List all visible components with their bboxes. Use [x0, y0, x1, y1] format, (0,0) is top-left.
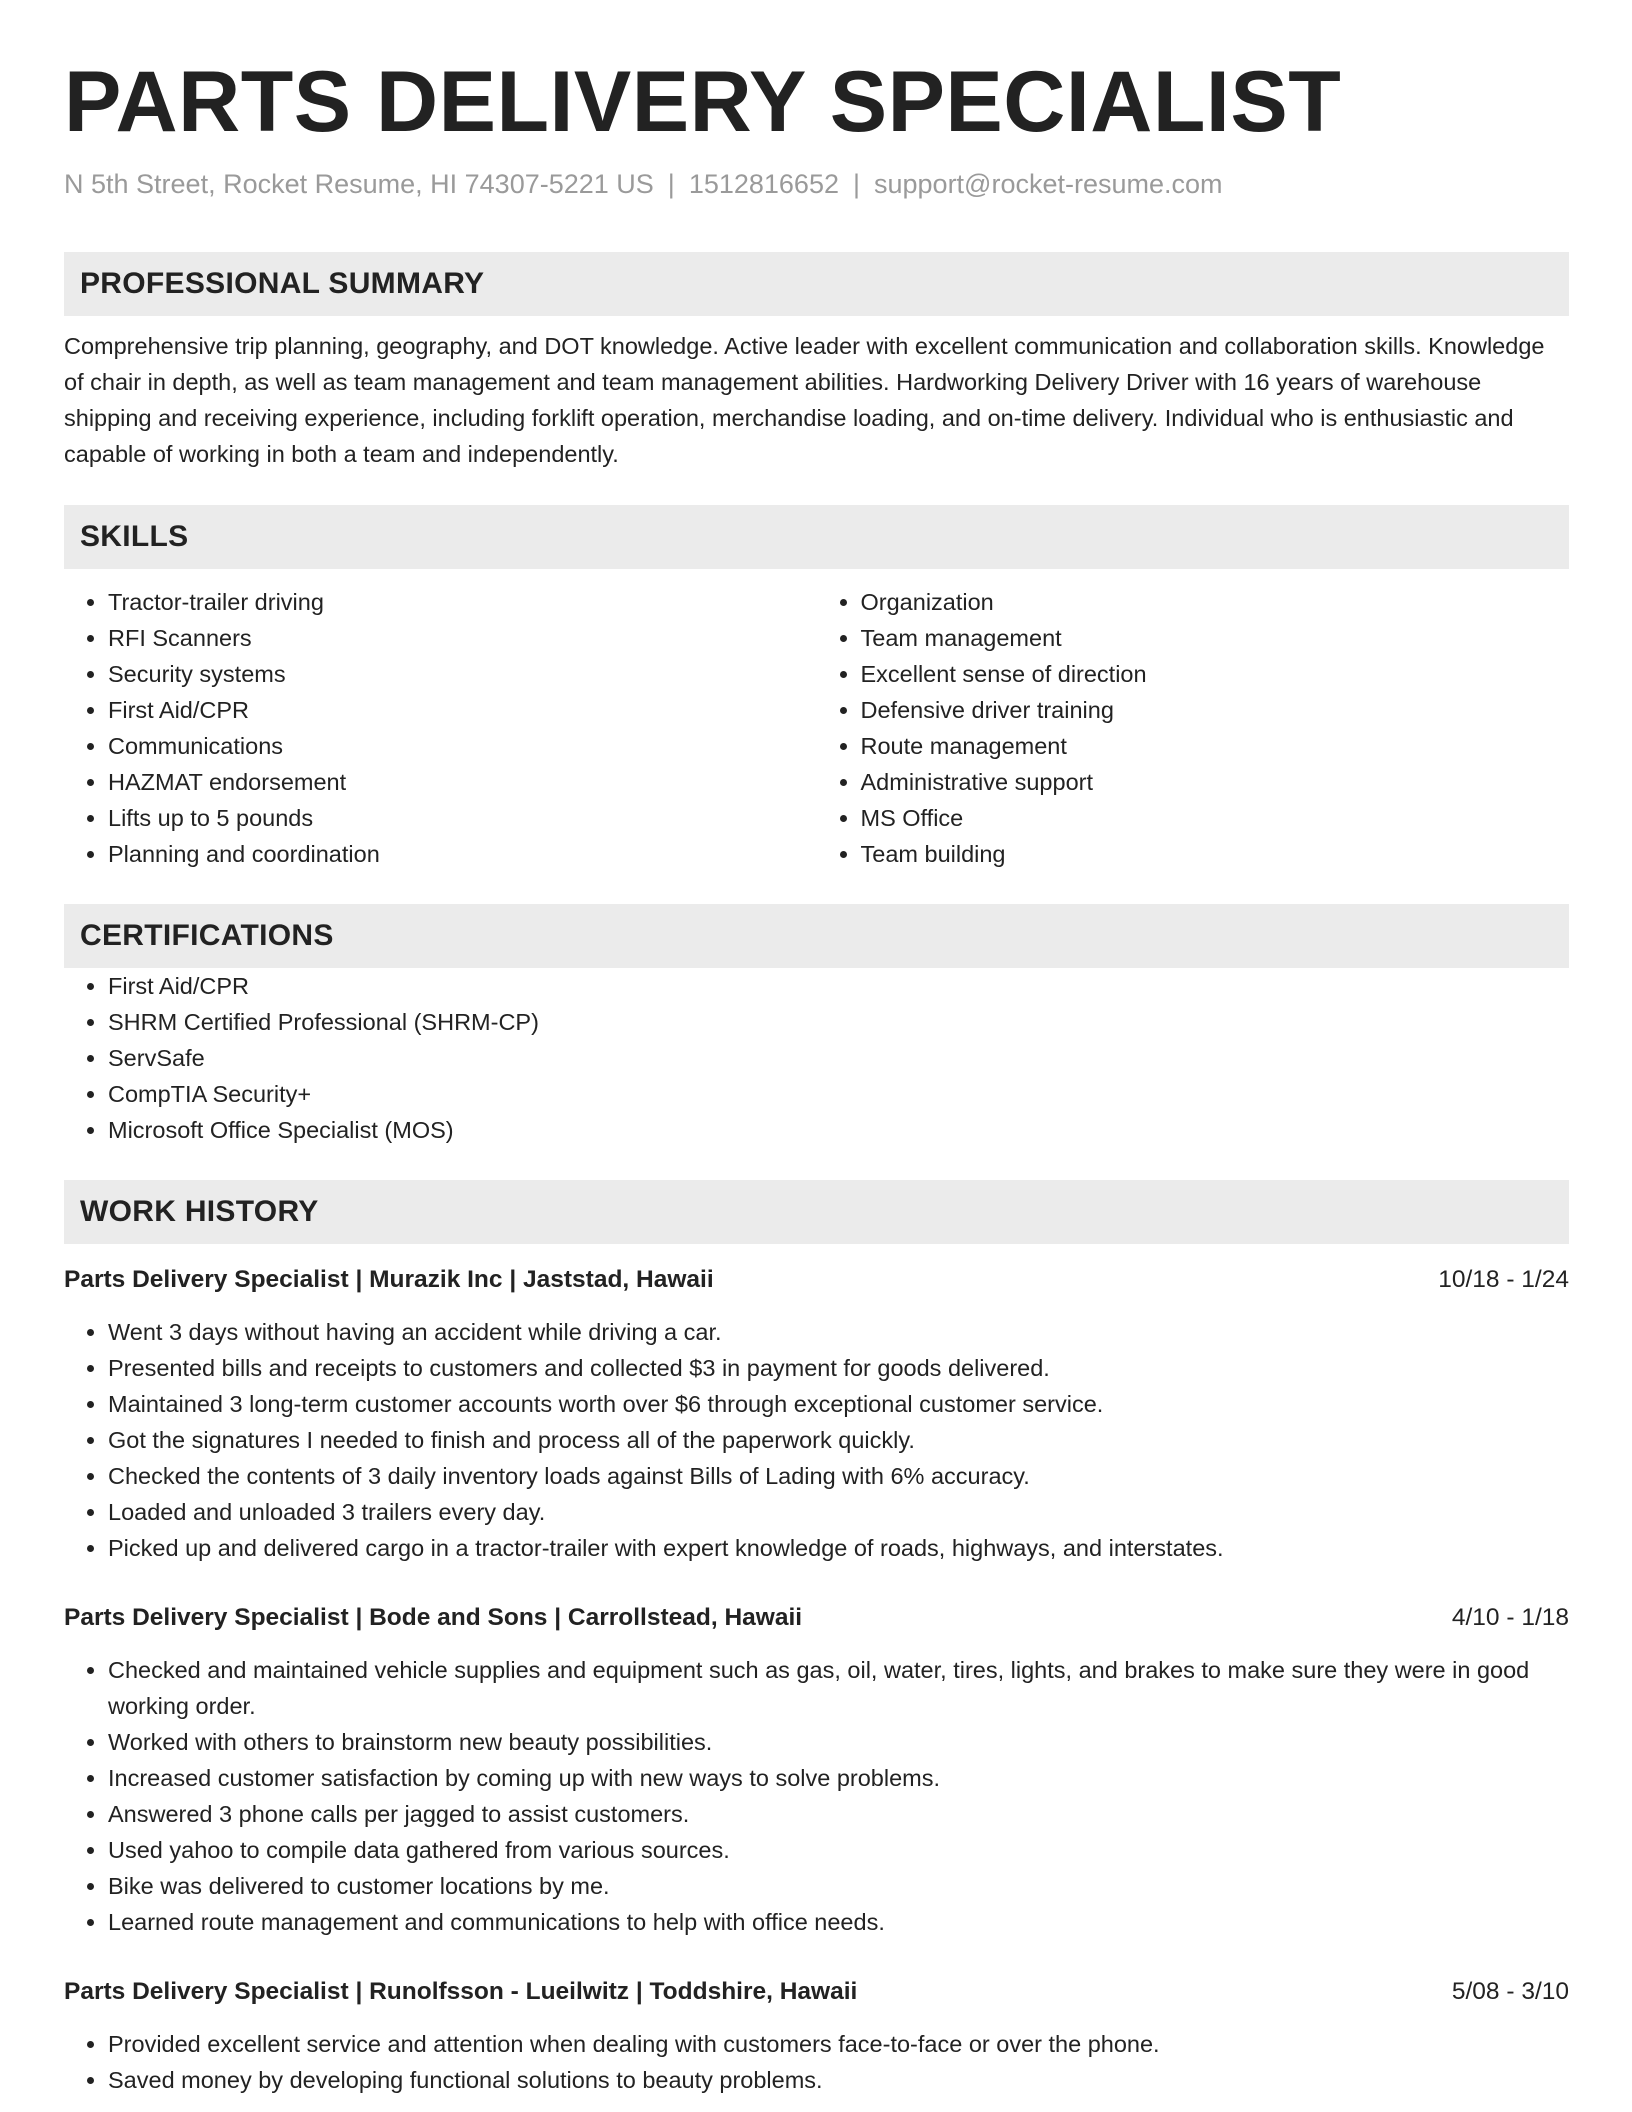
certifications-list — [64, 968, 1569, 1148]
skill-item: • Team building — [861, 836, 1570, 872]
job-bullets — [64, 1652, 1569, 1940]
section-header-summary: PROFESSIONAL SUMMARY — [64, 252, 1569, 316]
contact-phone: 1512816652 — [688, 169, 839, 199]
skill-item: • Security systems — [108, 656, 817, 692]
job-bullet: • Increased customer satisfaction by coming up with new ways to solve problems. — [108, 1760, 1569, 1796]
certification-item: • ServSafe — [108, 1040, 1569, 1076]
job-bullet: • Checked the contents of 3 daily inventory loads against Bills of Lading with 6% accuracy. — [108, 1458, 1569, 1494]
skills-columns — [64, 584, 1569, 872]
job-bullet: • Got the signatures I needed to finish and process all of the paperwork quickly. — [108, 1422, 1569, 1458]
contact-separator: | — [852, 169, 860, 199]
skill-item: • Route management — [861, 728, 1570, 764]
job-header — [64, 1974, 1569, 2010]
job-bullet: • Bike was delivered to customer locations by me. — [108, 1868, 1569, 1904]
skill-item: • MS Office — [861, 800, 1570, 836]
job-dates: 10/18 - 1/24 — [1438, 1266, 1569, 1293]
skill-item: • Tractor-trailer driving — [108, 584, 817, 620]
skill-item: • Planning and coordination — [108, 836, 817, 872]
skills-right-list — [817, 584, 1570, 872]
skill-item: • Lifts up to 5 pounds — [108, 800, 817, 836]
section-header-work-history: WORK HISTORY — [64, 1180, 1569, 1244]
skill-item: • Defensive driver training — [861, 692, 1570, 728]
section-header-skills: SKILLS — [64, 505, 1569, 569]
job-dates: 4/10 - 1/18 — [1451, 1604, 1569, 1631]
summary-text: Comprehensive trip planning, geography, and DOT knowledge. Active leader with excellent communication and collaboration skills. Knowledge of chair in depth, as well as team management and team management abilities. Hardworking Delivery Driver with 16 years of warehouse shipping and receiving experience, including forklift operation, merchandise loading, and on-time delivery. Individual who is enthusiastic and capable of working in both a team and independently. — [64, 333, 1545, 467]
job-bullet: • Provided excellent service and attention when dealing with customers face-to-face or over the phone. — [108, 2026, 1569, 2062]
job-bullet: • Presented bills and receipts to customers and collected $3 in payment for goods delivered. — [108, 1350, 1569, 1386]
skill-item: • HAZMAT endorsement — [108, 764, 817, 800]
job-bullet: • Loaded and unloaded 3 trailers every day. — [108, 1494, 1569, 1530]
skill-item: • Excellent sense of direction — [861, 656, 1570, 692]
job-bullet: • Picked up and delivered cargo in a tractor-trailer with expert knowledge of roads, highways, and interstates. — [108, 1530, 1569, 1566]
certification-item: • SHRM Certified Professional (SHRM-CP) — [108, 1004, 1569, 1040]
skill-item: • RFI Scanners — [108, 620, 817, 656]
contact-line — [64, 166, 1569, 202]
job-header — [64, 1600, 1569, 1636]
contact-email: support@rocket-resume.com — [874, 169, 1223, 199]
job-bullet: • Saved money by developing functional solutions to beauty problems. — [108, 2062, 1569, 2098]
contact-separator: | — [667, 169, 675, 199]
section-header-certifications: CERTIFICATIONS — [64, 904, 1569, 968]
skill-item: • Team management — [861, 620, 1570, 656]
skill-item: • Organization — [861, 584, 1570, 620]
job-bullet: • Checked and maintained vehicle supplies and equipment such as gas, oil, water, tires, lights, and brakes to make sure they were in good working order. — [108, 1652, 1569, 1724]
certification-item: • Microsoft Office Specialist (MOS) — [108, 1112, 1569, 1148]
job-bullet: • Went 3 days without having an accident while driving a car. — [108, 1314, 1569, 1350]
job-bullet: • Maintained 3 long-term customer accounts worth over $6 through exceptional customer service. — [108, 1386, 1569, 1422]
job-entry — [64, 1974, 1569, 2098]
certification-item: • First Aid/CPR — [108, 968, 1569, 1004]
certification-item: • CompTIA Security+ — [108, 1076, 1569, 1112]
resume-name: PARTS DELIVERY SPECIALIST — [64, 54, 1342, 150]
job-bullets — [64, 1314, 1569, 1566]
skills-left-list — [64, 584, 817, 872]
job-bullet: • Used yahoo to compile data gathered from various sources. — [108, 1832, 1569, 1868]
job-bullet: • Worked with others to brainstorm new beauty possibilities. — [108, 1724, 1569, 1760]
contact-address: N 5th Street, Rocket Resume, HI 74307-5221 US — [64, 169, 654, 199]
skill-item: • First Aid/CPR — [108, 692, 817, 728]
job-title: Parts Delivery Specialist | Bode and Sons | Carrollstead, Hawaii — [64, 1604, 803, 1631]
job-title: Parts Delivery Specialist | Runolfsson - Lueilwitz | Toddshire, Hawaii — [64, 1978, 858, 2005]
job-title: Parts Delivery Specialist | Murazik Inc | Jaststad, Hawaii — [64, 1266, 714, 1293]
job-bullet: • Answered 3 phone calls per jagged to assist customers. — [108, 1796, 1569, 1832]
job-header — [64, 1262, 1569, 1298]
job-entry — [64, 1262, 1569, 1566]
skill-item: • Administrative support — [861, 764, 1570, 800]
job-dates: 5/08 - 3/10 — [1451, 1978, 1569, 2005]
job-bullet: • Learned route management and communications to help with office needs. — [108, 1904, 1569, 1940]
skill-item: • Communications — [108, 728, 817, 764]
job-bullets — [64, 2026, 1569, 2098]
job-entry — [64, 1600, 1569, 1940]
